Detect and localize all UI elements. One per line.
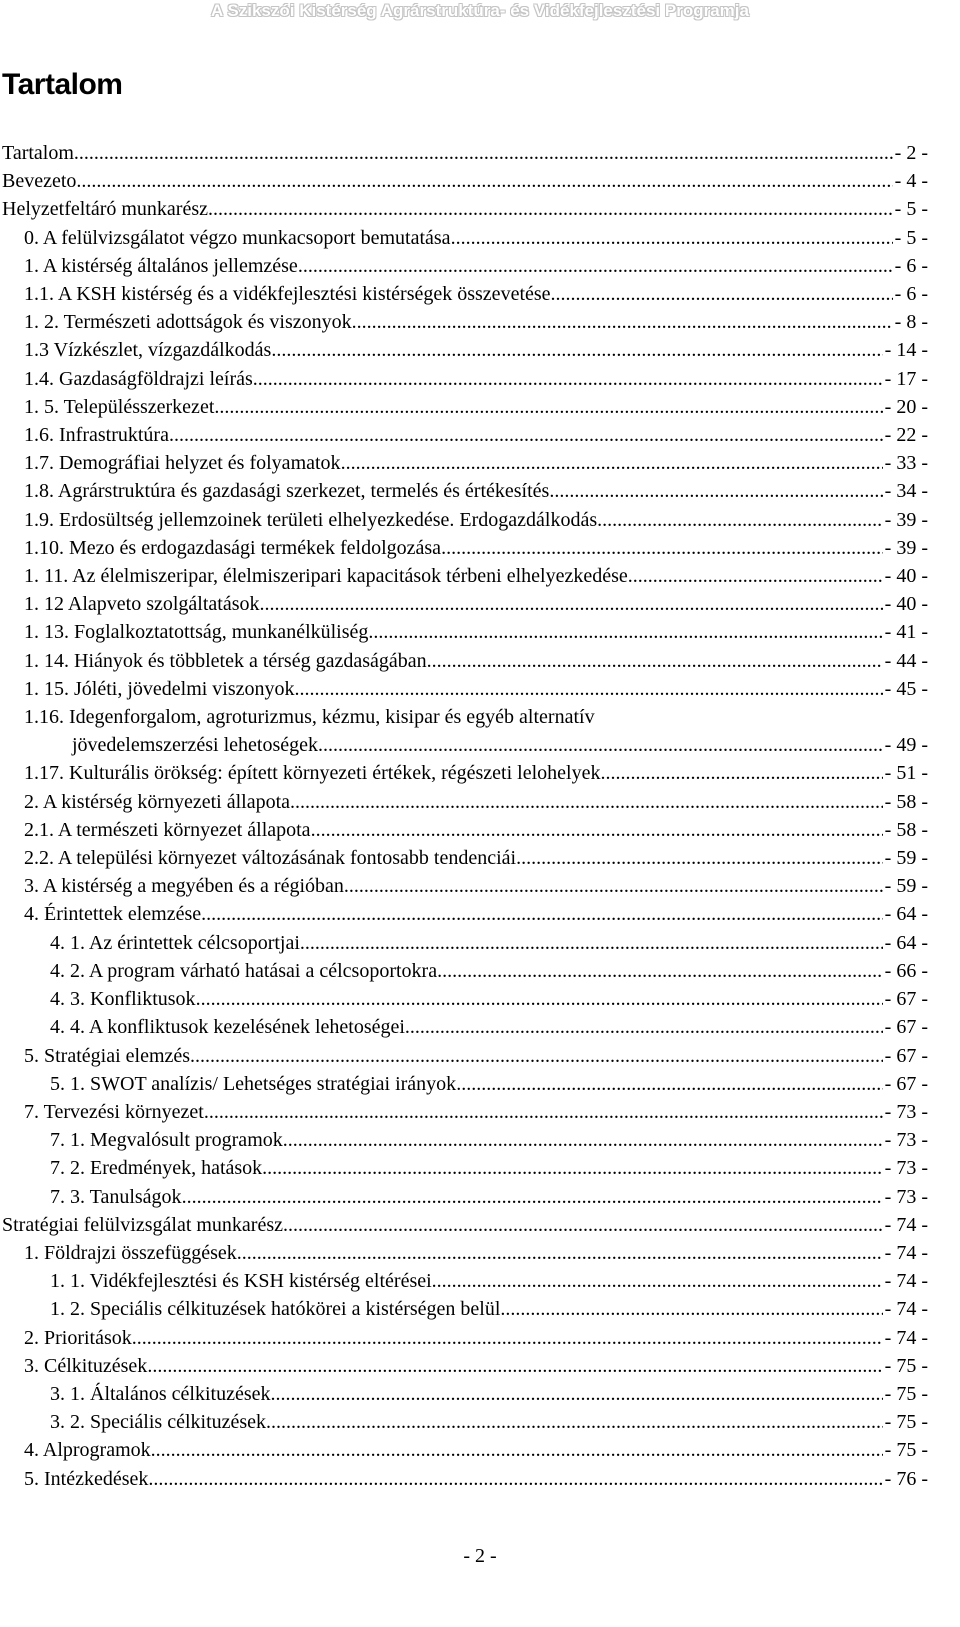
toc-entry[interactable]: [2, 224, 928, 252]
toc-page-number: - 73 -: [884, 1185, 928, 1208]
toc-entry-title: 1.17. Kulturális örökség: épített környezeti értékek, régészeti lelohelyek: [24, 762, 601, 785]
toc-entry-title: 1.16. Idegenforgalom, agroturizmus, kézmu, kisipar és egyéb alternatív: [24, 706, 595, 729]
toc-page-number: - 75 -: [884, 1411, 928, 1434]
toc-entry[interactable]: [2, 534, 928, 562]
toc-entry-title: 1. 13. Foglalkoztatottság, munkanélküliség: [24, 621, 369, 644]
toc-entry[interactable]: [2, 1183, 928, 1211]
toc-dot-leader: [148, 1465, 882, 1493]
toc-dot-leader: [549, 477, 882, 505]
toc-dot-leader: [201, 900, 883, 928]
toc-dot-leader: [456, 1070, 882, 1098]
toc-dot-leader: [260, 590, 883, 618]
toc-entry-title: 0. A felülvizsgálatot végzo munkacsoport bemutatása: [24, 226, 451, 249]
toc-entry-title: 5. Stratégiai elemzés: [24, 1044, 191, 1067]
toc-page-number: - 73 -: [884, 1100, 928, 1123]
toc-dot-leader: [132, 1324, 883, 1352]
toc-page-number: - 40 -: [884, 593, 928, 616]
toc-entry-title: 1.8. Agrárstruktúra és gazdasági szerkezet, termelés és értékesítés: [24, 480, 550, 503]
toc-dot-leader: [214, 393, 882, 421]
toc-entry[interactable]: [2, 900, 928, 928]
toc-entry-title: 1.9. Erdosültség jellemzoinek területi elhelyezkedése. Erdogazdálkodás: [24, 508, 598, 531]
toc-entry-title: 2.2. A települési környezet változásának fontosabb tendenciái: [24, 847, 517, 870]
toc-entry-title: 5. 1. SWOT analízis/ Lehetséges stratégiai irányok: [50, 1072, 457, 1095]
page-title: Tartalom: [2, 68, 123, 101]
toc-page-number: - 2 -: [894, 142, 928, 164]
toc-entry-title: 1. A kistérség általános jellemzése: [24, 254, 298, 277]
toc-entry[interactable]: [2, 1126, 928, 1154]
toc-dot-leader: [190, 1042, 883, 1070]
toc-entry[interactable]: [2, 872, 928, 900]
toc-page-number: - 75 -: [884, 1354, 928, 1377]
toc-dot-leader: [208, 195, 893, 223]
toc-page-number: - 8 -: [894, 311, 928, 334]
toc-entry-title-continuation: jövedelemszerzési lehetoségek: [72, 734, 318, 757]
toc-entry[interactable]: [2, 1408, 928, 1436]
toc-entry[interactable]: [2, 139, 928, 167]
toc-dot-leader: [341, 449, 883, 477]
toc-page-number: - 14 -: [884, 339, 928, 362]
toc-entry[interactable]: [2, 1211, 928, 1239]
toc-entry-title: 4. Érintettek elemzése: [24, 903, 202, 926]
toc-entry[interactable]: [2, 562, 928, 590]
toc-entry[interactable]: [2, 929, 928, 957]
toc-page-number: - 5 -: [894, 226, 928, 249]
toc-page-number: - 74 -: [884, 1213, 928, 1236]
toc-dot-leader: [437, 957, 883, 985]
toc-entry[interactable]: [2, 844, 928, 872]
toc-entry-title: 1. Földrajzi összefüggések: [24, 1241, 237, 1264]
toc-dot-leader: [597, 506, 883, 534]
toc-entry[interactable]: [2, 788, 928, 816]
toc-page-number: - 4 -: [894, 170, 928, 193]
toc-dot-leader: [74, 139, 893, 167]
toc-entry[interactable]: [2, 1042, 928, 1070]
toc-entry-title: 2. A kistérség környezeti állapota: [24, 790, 291, 813]
toc-dot-leader: [405, 1013, 883, 1041]
toc-dot-leader: [500, 1295, 882, 1323]
toc-dot-leader: [283, 1126, 883, 1154]
toc-entry-title: 7. 3. Tanulságok: [50, 1185, 182, 1208]
toc-dot-leader: [196, 985, 883, 1013]
toc-entry[interactable]: [2, 1267, 928, 1295]
toc-dot-leader: [516, 844, 883, 872]
toc-page-number: - 58 -: [884, 790, 928, 813]
toc-page-number: - 40 -: [884, 565, 928, 588]
toc-entry-title: 1. 15. Jóléti, jövedelmi viszonyok: [24, 677, 295, 700]
toc-entry[interactable]: [2, 1239, 928, 1267]
toc-page-number: - 51 -: [884, 762, 928, 785]
page-number: - 2 -: [463, 1545, 497, 1567]
toc-dot-leader: [628, 562, 883, 590]
toc-entry-title: 1.6. Infrastruktúra: [24, 424, 169, 447]
toc-entry-title: 1.1. A KSH kistérség és a vidékfejlesztési kistérségek összevetése: [24, 283, 551, 306]
toc-entry-title: 1.4. Gazdaságföldrajzi leírás: [24, 367, 253, 390]
toc-entry-title: 7. 2. Eredmények, hatások: [50, 1157, 263, 1180]
toc-entry-title: 3. 2. Speciális célkituzések: [50, 1411, 267, 1434]
toc-page-number: - 33 -: [884, 452, 928, 475]
toc-page-number: - 59 -: [884, 875, 928, 898]
toc-entry-title: 1.3 Vízkészlet, vízgazdálkodás: [24, 339, 272, 362]
toc-page-number: - 39 -: [884, 508, 928, 531]
toc-entry[interactable]: [2, 280, 928, 308]
toc-entry-title: Stratégiai felülvizsgálat munkarész: [2, 1213, 284, 1236]
toc-dot-leader: [204, 1098, 883, 1126]
toc-entry[interactable]: [2, 1154, 928, 1182]
toc-entry[interactable]: [2, 167, 928, 195]
toc-page-number: - 73 -: [884, 1157, 928, 1180]
toc-entry[interactable]: [2, 421, 928, 449]
toc-page-number: - 67 -: [884, 988, 928, 1011]
toc-page-number: - 6 -: [894, 283, 928, 306]
toc-entry[interactable]: [2, 195, 928, 223]
toc-entry[interactable]: [2, 985, 928, 1013]
toc-dot-leader: [266, 1408, 883, 1436]
toc-page-number: - 74 -: [884, 1241, 928, 1264]
toc-dot-leader: [352, 308, 893, 336]
toc-page-number: - 74 -: [884, 1270, 928, 1293]
toc-page-number: - 64 -: [884, 931, 928, 954]
toc-entry[interactable]: [2, 759, 928, 787]
toc-page-number: - 75 -: [884, 1382, 928, 1405]
toc-entry-title: 1. 14. Hiányok és többletek a térség gazdaságában: [24, 649, 427, 672]
toc-page-number: - 76 -: [884, 1467, 928, 1490]
toc-dot-leader: [318, 731, 883, 759]
toc-dot-leader: [253, 365, 883, 393]
toc-entry-title: 4. 2. A program várható hatásai a célcsoportokra: [50, 959, 438, 982]
toc-entry[interactable]: [2, 1295, 928, 1323]
toc-page-number: - 64 -: [884, 903, 928, 926]
toc-page-number: - 67 -: [884, 1072, 928, 1095]
toc-page-number: - 44 -: [884, 649, 928, 672]
toc-page-number: - 45 -: [884, 677, 928, 700]
toc-entry-title: 1. 1. Vidékfejlesztési és KSH kistérség eltérései: [50, 1270, 432, 1293]
toc-page-number: - 6 -: [894, 254, 928, 277]
toc-page-number: - 39 -: [884, 536, 928, 559]
toc-entry[interactable]: [2, 393, 928, 421]
toc-entry-title: 1. 2. Természeti adottságok és viszonyok: [24, 311, 352, 334]
toc-entry-title: 5. Intézkedések: [24, 1467, 149, 1490]
toc-entry[interactable]: [2, 816, 928, 844]
toc-dot-leader: [432, 1267, 883, 1295]
toc-dot-leader: [344, 872, 883, 900]
toc-entry-title: 3. 1. Általános célkituzések: [50, 1382, 271, 1405]
toc-page-number: - 34 -: [884, 480, 928, 503]
toc-page-number: - 59 -: [884, 847, 928, 870]
toc-entry-title: 1.10. Mezo és erdogazdasági termékek feldolgozása: [24, 536, 442, 559]
toc-page-number: - 17 -: [884, 367, 928, 390]
toc-entry[interactable]: [2, 1013, 928, 1041]
toc-entry-title: 1.7. Demográfiai helyzet és folyamatok: [24, 452, 341, 475]
toc-entry[interactable]: [2, 308, 928, 336]
toc-entry[interactable]: [2, 252, 928, 280]
toc-dot-leader: [427, 647, 883, 675]
toc-dot-leader: [182, 1183, 883, 1211]
toc-entry-title: 4. 3. Konfliktusok: [50, 988, 196, 1011]
toc-page-number: - 66 -: [884, 959, 928, 982]
toc-entry-title: Helyzetfeltáró munkarész: [2, 198, 209, 221]
toc-page-number: - 22 -: [884, 424, 928, 447]
toc-entry-title: 3. A kistérség a megyében és a régióban: [24, 875, 344, 898]
toc-page-number: - 74 -: [884, 1326, 928, 1349]
toc-entry[interactable]: [2, 1352, 928, 1380]
toc-entry[interactable]: [2, 957, 928, 985]
toc-entry[interactable]: [2, 647, 928, 675]
toc-dot-leader: [271, 336, 882, 364]
toc-entry-title: Tartalom: [2, 142, 74, 164]
toc-entry-title: 4. 1. Az érintettek célcsoportjai: [50, 931, 300, 954]
toc-page-number: - 74 -: [884, 1298, 928, 1321]
toc-entry[interactable]: [2, 703, 928, 759]
running-header-title: A Szikszói Kistérség Agrárstruktúra- és Vidékfejlesztési Programja: [211, 1, 749, 20]
toc-page-number: - 20 -: [884, 395, 928, 418]
toc-entry[interactable]: [2, 1465, 928, 1493]
toc-entry[interactable]: [2, 1098, 928, 1126]
toc-entry-title: 4. 4. A konfliktusok kezelésének lehetoségei: [50, 1016, 405, 1039]
toc-page-number: - 49 -: [884, 734, 928, 757]
toc-dot-leader: [237, 1239, 883, 1267]
toc-dot-leader: [262, 1154, 883, 1182]
toc-entry-title: 1. 2. Speciális célkituzések hatókörei a kistérségen belül: [50, 1298, 501, 1321]
toc-entry-title: 7. 1. Megvalósult programok: [50, 1129, 283, 1152]
running-header: [0, 0, 960, 22]
toc-dot-leader: [300, 929, 883, 957]
toc-dot-leader: [298, 252, 893, 280]
toc-entry[interactable]: [2, 1380, 928, 1408]
toc-entry-title: 1. 12 Alapveto szolgáltatások: [24, 593, 260, 616]
toc-entry[interactable]: [2, 506, 928, 534]
toc-page-number: - 41 -: [884, 621, 928, 644]
toc-entry[interactable]: [2, 618, 928, 646]
toc-entry[interactable]: [2, 1436, 928, 1464]
toc-dot-leader: [271, 1380, 883, 1408]
toc-entry[interactable]: [2, 1070, 928, 1098]
toc-entry-title: 7. Tervezési környezet: [24, 1100, 204, 1123]
toc-entry-title: 1. 5. Településszerkezet: [24, 395, 215, 418]
toc-dot-leader: [151, 1436, 883, 1464]
toc-entry-title: 2. Prioritások: [24, 1326, 132, 1349]
toc-entry-title: 3. Célkituzések: [24, 1354, 148, 1377]
toc-entry[interactable]: [2, 1324, 928, 1352]
toc-dot-leader: [451, 224, 893, 252]
toc-dot-leader: [169, 421, 883, 449]
toc-dot-leader: [441, 534, 883, 562]
toc-page-number: - 75 -: [884, 1439, 928, 1462]
toc-page-number: - 5 -: [894, 198, 928, 221]
toc-dot-leader: [147, 1352, 882, 1380]
toc-entry-title: 2.1. A természeti környezet állapota: [24, 818, 311, 841]
toc-entry[interactable]: [2, 336, 928, 364]
toc-page-number: - 67 -: [884, 1016, 928, 1039]
toc-entry-title: 1. 11. Az élelmiszeripar, élelmiszeripari kapacitások térbeni elhelyezkedése: [24, 565, 628, 588]
toc-page-number: - 58 -: [884, 818, 928, 841]
toc-dot-leader: [76, 167, 892, 195]
toc-entry[interactable]: [2, 675, 928, 703]
toc-entry[interactable]: [2, 477, 928, 505]
toc-page-number: - 73 -: [884, 1129, 928, 1152]
toc-entry-title: 4. Alprogramok: [24, 1439, 151, 1462]
toc-dot-leader: [290, 788, 883, 816]
toc-dot-leader: [311, 816, 883, 844]
toc-dot-leader: [283, 1211, 883, 1239]
toc-entry[interactable]: [2, 449, 928, 477]
toc-dot-leader: [551, 280, 893, 308]
toc-entry[interactable]: [2, 590, 928, 618]
toc-dot-leader: [600, 759, 882, 787]
toc-dot-leader: [368, 618, 882, 646]
toc-page-number: - 67 -: [884, 1044, 928, 1067]
toc-entry[interactable]: [2, 365, 928, 393]
toc-entry-title: Bevezeto: [2, 170, 77, 193]
table-of-contents: [2, 139, 928, 1493]
toc-dot-leader: [295, 675, 883, 703]
